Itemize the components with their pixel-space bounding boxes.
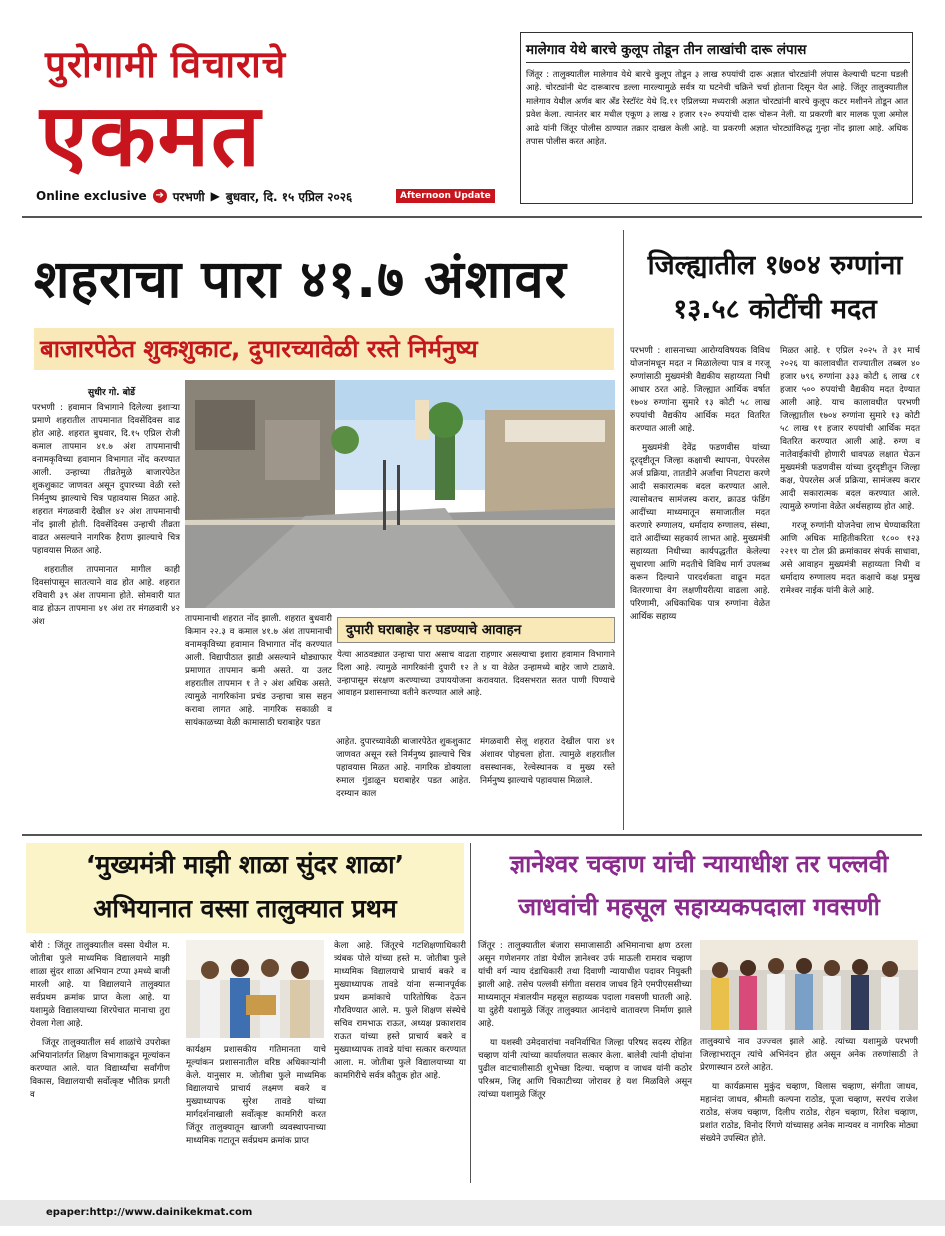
lead-col-2-text: तापमानाची शहरात नोंद झाली. शहरात बुधवारी किमान २२.३ व कमाल ४१.७ अंश तापमानाची वनामकृविच्या हवामान विभागात नोंद करण्यात आली. विद्यापीठात झाडी असल्याने थोड्याफार प्रमाणात तापमान कमी असते. या उलट शहरातील तापमान १ ते २ अंश अधिक असते. त्यामुळे नागरिकांना प्रचंड उन्हाचा त्रास सहन करावा लागत आहे. नागरिक सकाळी व सायंकाळच्या वेळी कामासाठी घराबाहेर पडत [185,614,332,728]
lead-col-3 [336,736,471,801]
street-photo-svg [185,380,615,608]
judge-col-2 [700,1036,918,1146]
judge-text-4: या कार्यक्रमास मुकुंद चव्हाण, विलास चव्हाण, संगीता जाधव, महानंदा जाधव, श्रीमती कल्पना राठोड, पूजा चव्हाण, सरपंच राजेश राठोड, संजय चव्हाण, दिलीप राठोड, रोहन चव्हाण, रितेश चव्हाण, प्रशांत राठोड, विनोद रिंगणे यांच्यासह अनेक मान्यवर व नागरिक मोठ्या संख्येने उपस्थित होते. [700,1082,918,1144]
lead-col-1-text: परभणी : हवामान विभागाने दिलेल्या इशाऱ्या प्रमाणे शहरातील तापमानात दिवसेंदिवस वाढ होत आहे. शहरात बुधवार, दि.१५ एप्रिल रोजी कमाल तापमान ४१.७ अंश तापमानाची वनामकृविच्या हवामान विभागात नोंद करण्यात आली. उन्हाच्या तीव्रतेमुळे बाजारपेठेत शुकशुकाट जाणवत असून दुपारच्या वेळी रस्ते निर्मनुष्य झाल्याचे चित्र पहावयास मिळत आहे. शहरात मंगळवारी देखील ४२ अंश तापमानाची नोंद झाली होती. दिवसेंदिवस उन्हाची तीव्रता वाढत असल्याने नागरिक हैराण झाल्याचे चित्र पहावयास मिळत आहे. [32,403,180,556]
inset-headline: दुपारी घराबाहेर न पडण्याचे आवाहन [337,617,615,643]
school-col-2-text: कार्यक्षम प्रशासकीय गतिमानता याचे मूल्यांकन प्रशासनातील वरिष्ठ अधिकाऱ्यांनी केले. यानुसार म. जोतीबा फुले माध्यमिक विद्यालयाचे प्राचार्य लक्ष्मण बकरे व मुख्याध्यापक सुरेश तावडे यांच्या मार्गदर्शनाखाली सर्वोत्कृष्ट कामगिरी करत जिंतूर तालुक्यातून खाजगी व्यवस्थापनाच्या माध्यमिक गटातून सर्वप्रथम क्रमांक प्राप्त [186,1045,326,1146]
column-divider [623,230,624,830]
judge-col-1 [478,940,692,1102]
lead-col-4 [480,736,615,788]
top-story-headline: मालेगाव येथे बारचे कुलूप तोडून तीन लाखांची दारू लंपास [526,40,910,63]
divider [22,216,922,218]
school-col-2 [186,1044,326,1148]
masthead-logo: एकमत [40,85,263,186]
lead-col-2 [185,613,332,730]
inset-body [337,648,615,699]
judge-story-headline [476,843,922,929]
lead-col-4-text: मंगळवारी सेलू शहरात देखील पारा ४१ अंशावर पोहचला होता. त्यामुळे शहरातील वसस्थानक, रेल्वेस्थानक व मुख्य रस्ते निर्मनुष्य झाल्याचे पहावयास मिळाले. [480,737,615,786]
judge-text-2: या यशस्वी उमेदवारांचा नवनिर्वाचित जिल्हा परिषद सदस्य रोहित चव्हाण यांनी त्यांच्या कार्यालयात सत्कार केला. बालेवी त्यांनी दोघांना पुढील वाटचालीसाठी शुभेच्छा दिल्या. चव्हाण व जाधव यांनी कठोर परिश्रम, जिद्द आणि चिकाटीच्या जोरावर हे यश मिळविले असून त्यांच्या यशामुळे जिंतूर [478,1038,692,1100]
school-photo-svg [186,940,324,1038]
right-story-col-1 [630,345,770,624]
right-story-col-2 [780,345,920,598]
school-headline-line-1: ‘मुख्यमंत्री माझी शाळा सुंदर शाळा’ [85,850,405,879]
empty-street-photo [185,380,615,608]
masthead-tagline: पुरोगामी विचाराचे [45,42,287,86]
felicitation-photo [700,940,918,1030]
right-headline-line-2: १३.५८ कोटींची मदत [673,294,877,325]
online-label: Online exclusive [36,189,147,203]
school-col-3 [334,940,466,1083]
school-col-1-text: बोरी : जिंतूर तालुक्यातील वस्सा येथील म. जोतीबा फुले माध्यमिक विद्यालयाने माझी शाळा सुंदर शाळा अभियान टप्पा ३मध्ये बाजी मारली आहे. या विद्यालयाने तालुक्यात सर्वप्रथम क्रमांक प्राप्त केला आहे. या यशामुळे विद्यालयाच्या शिरपेचात मानाचा तुरा रोवला गेला आहे. [30,941,170,1029]
judge-headline-line-2: जाधवांची महसूल सहाय्यकपदाला गवसणी [518,893,880,921]
lead-col-1 [32,402,180,629]
lead-subhead: बाजारपेठेत शुकशुकाट, दुपारच्यावेळी रस्ते निर्मनुष्य [34,328,614,370]
judge-headline-line-1: ज्ञानेश्वर चव्हाण यांची न्यायाधीश तर पल्लवी [509,850,889,878]
divider [22,834,922,836]
right-story-headline [630,244,920,332]
school-award-photo [186,940,324,1038]
right-col-2b-text: गरजू रुग्णांनी योजनेचा लाभ घेण्याकरिता आणि अधिक माहितीकरिता १८०० १२३ २२११ या टोल फ्री क्रमांकावर संपर्क साधावा, असे आवाहन मुख्यमंत्री सहाय्यता निधी व धर्मादाय रुग्णालय मदत कक्षाचे कक्ष प्रमुख रामेश्वर नाईक यांनी केले आहे. [780,521,920,596]
inset-text: येत्या आठवड्यात उन्हाचा पारा असाच वाढता राहणार असल्याचा इशारा हवामान विभागाने दिला आहे. त्यामुळे नागरिकांनी दुपारी १२ ते ४ या वेळेत उन्हामध्ये बाहेर जाणे टाळावे. उन्हापासून संरक्षण करण्याच्या उपाययोजना करावयात. दिवसभरात सतत पाणी पिण्याचे आवाहन प्रशासनाच्या वतीने करण्यात आले आहे. [337,649,615,698]
byline: सुधीर गो. बोर्डे [88,388,135,398]
epaper-link[interactable]: epaper:http://www.dainikekmat.com [46,1207,253,1218]
date-label: बुधवार, दि. १५ एप्रिल २०२६ [225,189,353,204]
top-story-text: जिंतूर : तालुक्यातील मालेगाव येथे बारचे कुलूप तोडून ३ लाख रुपयांची दारू अज्ञात चोरट्यांनी लंपास केल्याची घटना घडली आहे. चोरट्यांनी थेट दारूबारच डल्ला मारल्यामुळे सर्वत्र या घटनेची चक्रिने चर्चा होताना दिसून येत आहे. जिंतूर तालुक्यातील मालेगाव येथील अर्णव बार अँड रेस्टॉरंट येथे दि.११ एप्रिलच्या मध्यरात्री अज्ञात चोरट्यांनी बारचे कुलूप कटर मशीनने तोडून आत प्रवेश केला. त्यानंतर बार मधील एकूण ३ लाख २ हजार १२० रुपयांची दारू चोरून नेली. या प्रकरणी बार मालक पूजा अमोल आढे यांनी जिंतूर पोलीस ठाण्यात तक्रार दाखल केली आहे. या प्रकरणी अज्ञात चोरट्यांविरुद्ध गुन्हा नोंद झाला आहे. अधिक तपास पोलीस करत आहेत. [526,69,908,147]
arrow-right-icon: ➔ [153,189,167,203]
right-col-2-text: मिळत आहे. १ एप्रिल २०२५ ते ३१ मार्च २०२६ या कालावधीत राज्यातील तब्बल ४० हजार ७९६ रुग्णांना ३३३ कोटी ६ लाख ८१ हजार ५०० रुपयांची वैद्यकीय मदत देण्यात आली आहे. याच कालावधीत परभणी जिल्ह्यातील १७०४ रुग्णांना सुमारे १३ कोटी ५८ लाख ११ हजार रुपयांची आर्थिक मदत वितरित करण्यात आली आहे. रुग्ण व नातेवाईकांची होणारी धावपळ लक्षात घेऊन मुख्यमंत्री फडणवीस यांच्या दुरदृष्टीतून जिल्हा कक्ष, पेपरलेस अर्ज प्रक्रिया, सामंजस्य करार आदी सकारात्मक बदल करण्यात आले. त्यामुळे रुग्णांना वेळेत अर्थसहाय्य होत आहे. [780,346,920,512]
right-col-1-text: परभणी : शासनाच्या आरोग्यविषयक विविध योजनांमधून मदत न मिळालेल्या पात्र व गरजू रुग्णांसाठी मुख्यमंत्री वैद्यकीय सहाय्यता निधी आधार ठरत आहे. जिल्ह्यात आर्थिक वर्षात १७०४ रुग्णांना सुमारे १३ कोटी ५८ लाख रुपयांची वैद्यकीय आर्थिक मदत वितरित करण्यात आली आहे. [630,346,770,434]
column-divider [470,843,471,1183]
right-col-1b-text: मुख्यमंत्री देवेंद्र फडणवीस यांच्या दूरदृष्टीतून जिल्हा कक्षाची स्थापना, पेपरलेस अर्ज प्रक्रिया, तातडीने अर्जांचा निपटारा करणे आदी सकारात्मक बदल करण्यात आले. त्यासोबतच सामंजस्य करार, क्राउड फंडिंग आदींच्या माध्यमातून समाजातील मदत करणारे रुग्णालय, धर्मादाय रुग्णालय, संस्था, दाते आदींच्या सहकार्य लाभत आहे. मुख्यमंत्री सहाय्यता निधीच्या कार्यपद्धतीत केलेल्या सुधारणा आणि मदतीचे विविध मार्ग उपलब्ध करून दिल्याने पारदर्शकता वाढून मदत वितरणाचा वेग लक्षणीयरीत्या वाढला आहे. परिणामी, अधिकाधिक पात्र रुग्णांना वेळेत आर्थिक सहाय्य [630,443,770,622]
play-icon: ▶ [210,189,220,203]
city-label: परभणी [172,189,205,204]
lead-headline: शहराचा पारा ४१.७ अंशावर [34,250,567,310]
school-story-headline [26,843,464,933]
lead-col-3-text: आहेत. दुपारच्यावेळी बाजारपेठेत शुकशुकाट जाणवत असून रस्ते निर्मनुष्य झाल्याचे चित्र पहावयास मिळत आहे. नागरिक डोक्याला रुमाल गुंडाळून घराबाहेर पडत आहेत. दरम्यान काल [336,737,471,799]
felicitation-photo-svg [700,940,918,1030]
right-headline-line-1: जिल्ह्यातील १७०४ रुग्णांना [647,250,903,281]
top-story-body [526,68,908,148]
afternoon-update-badge: Afternoon Update [396,189,495,203]
school-col-1b-text: जिंतूर तालुक्यातील सर्व शाळांचे उपरोक्त अभियानांतर्गत शिक्षण विभागाकडून मूल्यांकन करण्यात आले. यात विद्यार्थ्यांचा सर्वांगीण विकास, विद्यालयाची सर्वोत्कृष्ट भौतिक प्रगती व [30,1038,170,1100]
lead-col-1b-text: शहरातील तापमानात मागील काही दिवसांपासून सातत्याने वाढ होत आहे. शहरात रविवारी ३९ अंश तापमाना होते. सोमवारी यात वाढ होऊन तापमाना ४१ अंश तर मंगळवारी ४२ अंश [32,565,180,627]
judge-text-3: तालुक्याचे नाव उज्ज्वल झाले आहे. त्यांच्या यशामुळे परभणी जिल्हाभरातून त्यांचे अभिनंदन होत असून अनेक तरुणांसाठी ते प्रेरणास्थान ठरले आहेत. [700,1037,918,1073]
school-col-1 [30,940,170,1102]
judge-text-1: जिंतूर : तालुक्यातील बंजारा समाजासाठी अभिमानाचा क्षण ठरला असून गणेशनगर तांडा येथील ज्ञानेश्वर उर्फ माऊली रामराव चव्हाण यांची वर्ग न्याय दंडाधिकारी तथा दिवाणी न्यायाधीश पदावर नियुक्ती झाली आहे. तसेच पल्लवी संगीता वसराव जाधव हिने एमपीएससीच्या माध्यमातून मंत्रालयीन महसूल सहाय्यक पदाला गवसणी घातली आहे. या दुहेरी यशामुळे जिंतूर तालुक्यात आनंदाचे वातावरण निर्माण झाले आहे. [478,941,692,1029]
school-col-3-text: केला आहे. जिंतूरचे गटशिक्षणाधिकारी त्र्यंबक पोले यांच्या हस्ते म. जोतीबा फुले माध्यमिक विद्यालयाचे प्राचार्य बकरे व मुख्याध्यापक तावडे यांना सन्मानपूर्वक प्रथम क्रमांकाचे पारितोषिक देऊन गौरविण्यात आले. म. फुले शिक्षण संस्थेचे सचिव रामभाऊ राऊत, अध्यक्ष प्रकाशराव राऊत यांच्या हस्ते प्राचार्य बकरे व मुख्याध्यापक तावडे यांचा सत्कार करण्यात आला. म. जोतीबा फुले विद्यालयाच्या या कामगिरीचे सर्वत्र कौतुक होत आहे. [334,941,466,1081]
school-headline-line-2: अभियानात वस्सा तालुक्यात प्रथम [93,894,397,923]
